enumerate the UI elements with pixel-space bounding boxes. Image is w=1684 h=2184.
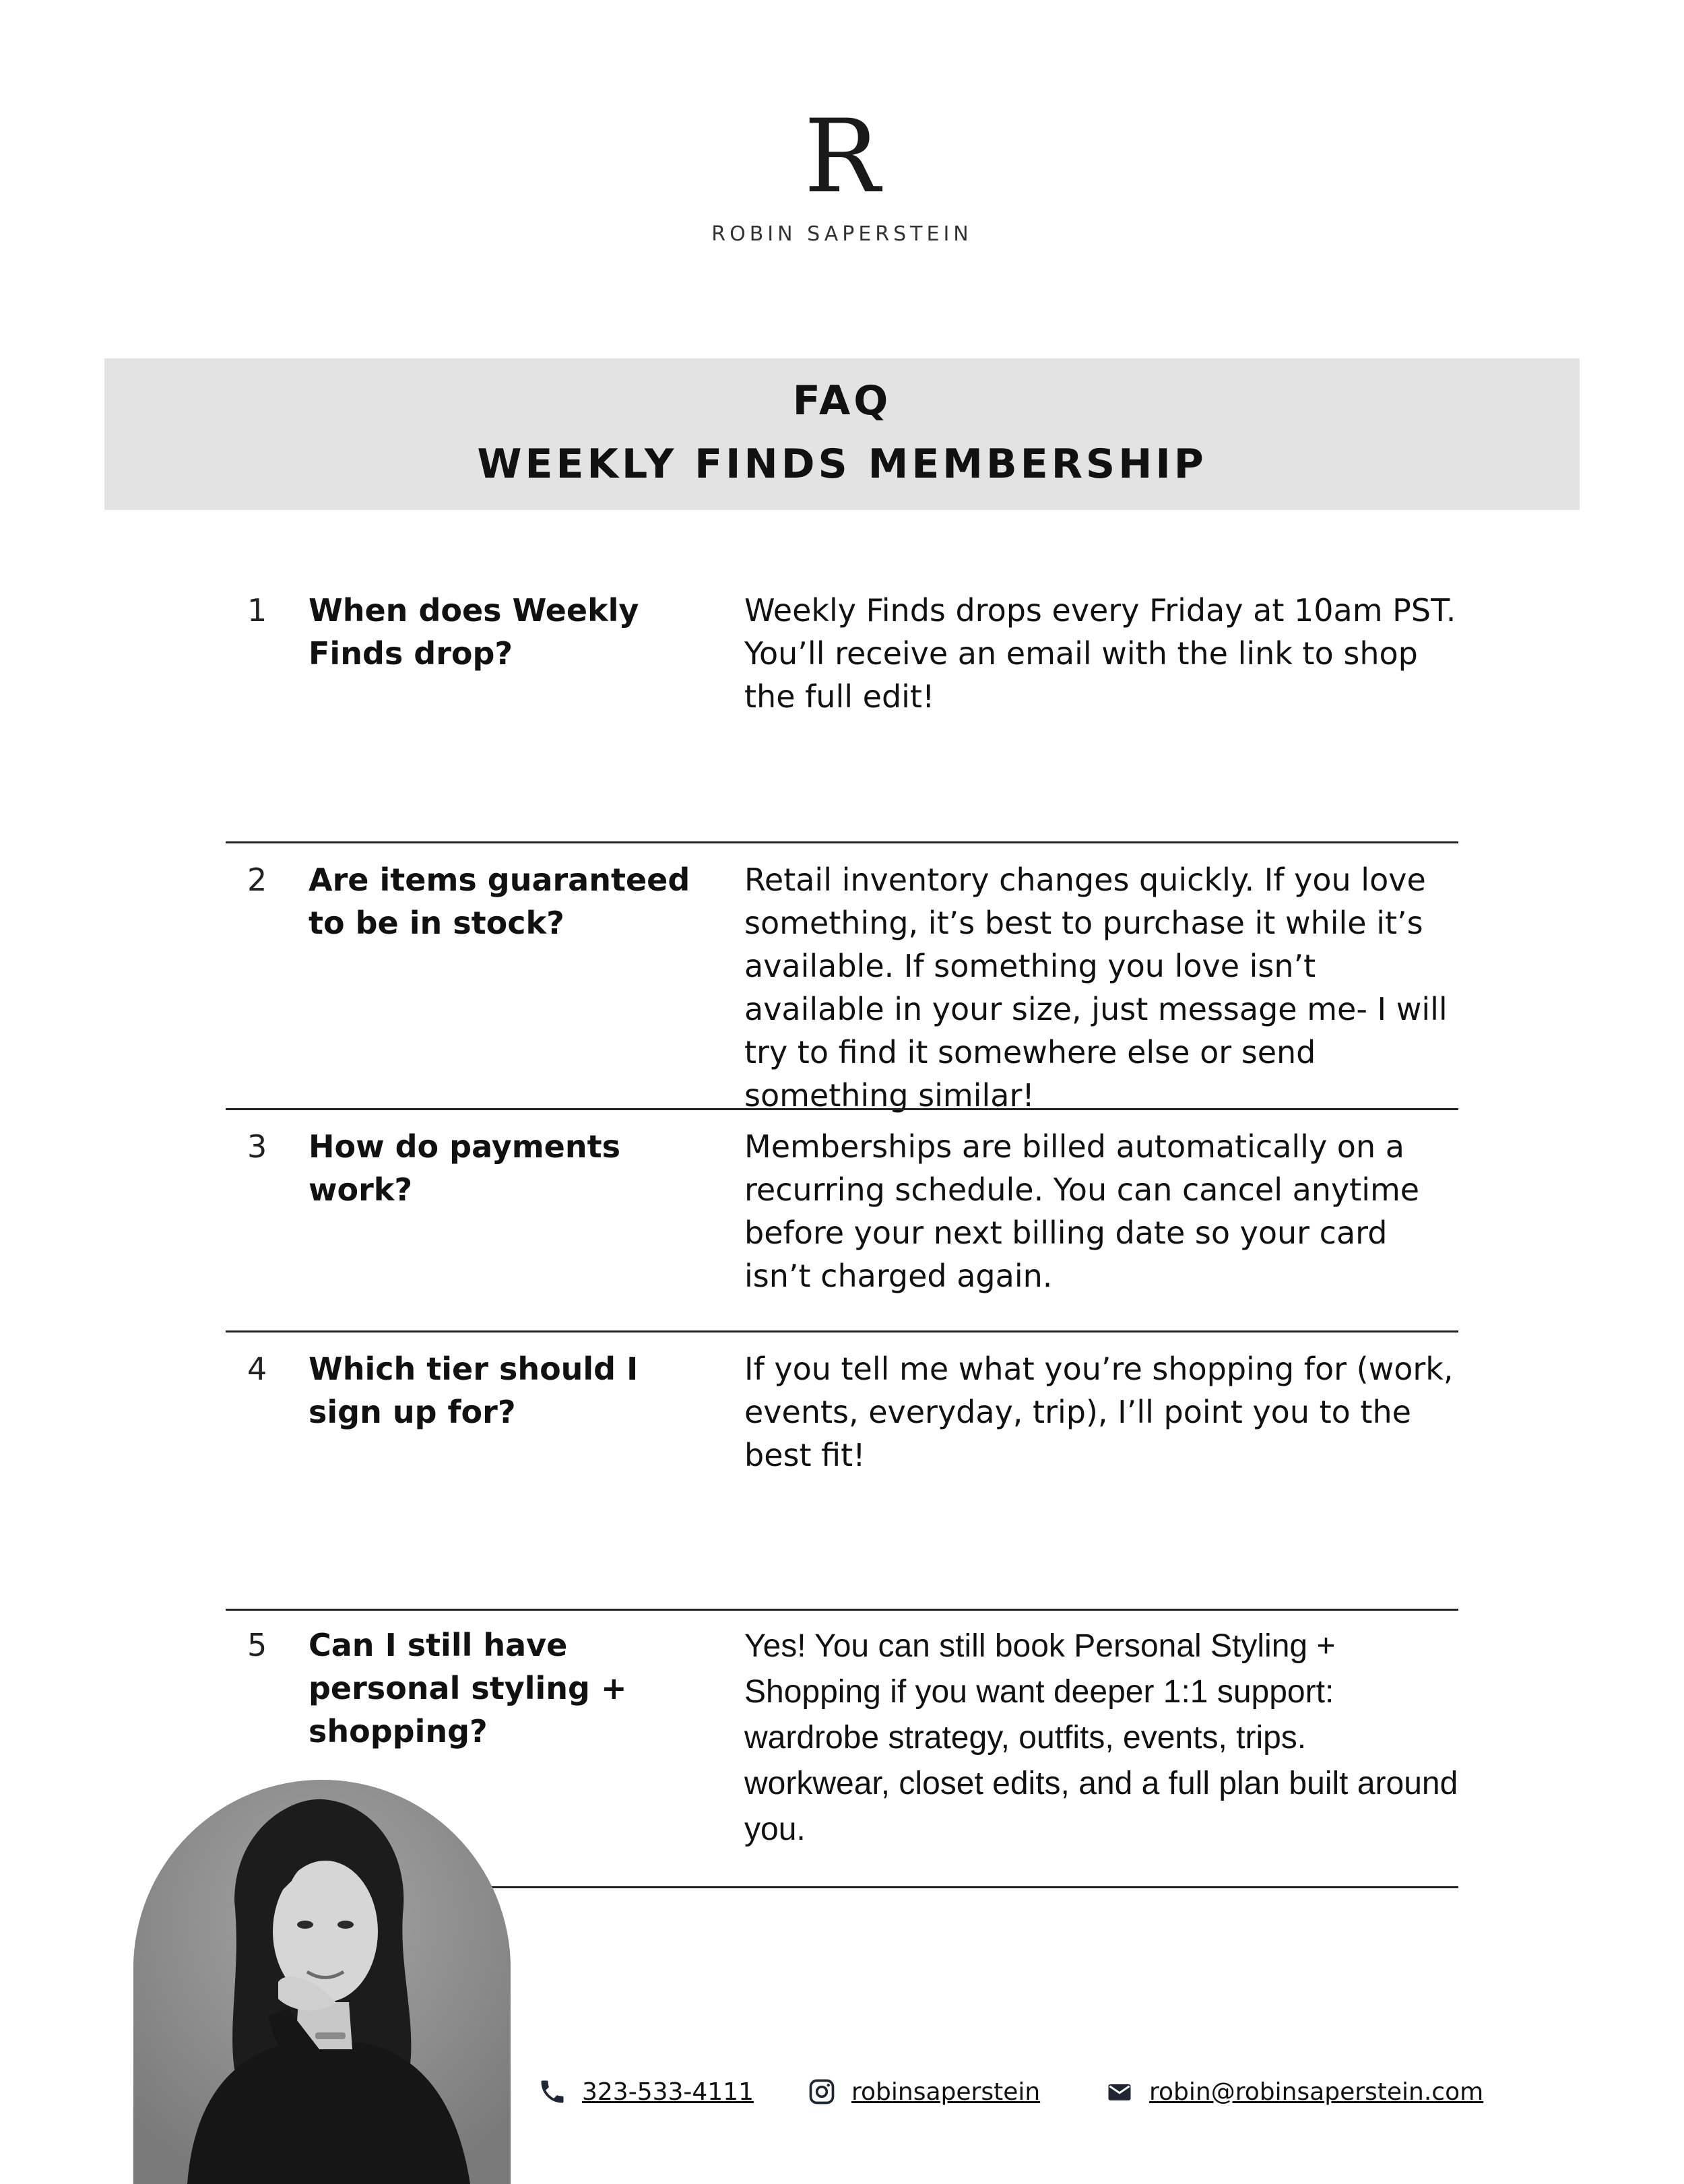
banner-title: FAQ: [792, 377, 892, 424]
faq-number: 4: [247, 1351, 267, 1387]
faq-answer: Memberships are billed automatically on a recurring schedule. You can cancel anytime before your next billing date so your card isn’t charged again.: [744, 1128, 1420, 1294]
faq-answer: Yes! You can still book Personal Styling + Shopping if you want deeper 1:1 support: wardrobe strategy, outfits, events, trips. workwear, closet edits, and a full plan built around you.: [744, 1628, 1458, 1847]
email-link[interactable]: robin@robinsaperstein.com: [1149, 2078, 1484, 2106]
faq-question: Are items guaranteed to be in stock?: [309, 862, 690, 941]
phone-icon: [538, 2077, 567, 2107]
logo: [0, 98, 1684, 216]
divider: [485, 1886, 1458, 1888]
phone-link[interactable]: 323-533-4111: [582, 2078, 754, 2106]
brand-name: ROBIN SAPERSTEIN: [711, 222, 973, 246]
divider: [226, 1609, 1458, 1611]
faq-number: 3: [247, 1128, 267, 1165]
portrait-illustration: [133, 1780, 511, 2184]
instagram-link[interactable]: robinsaperstein: [851, 2078, 1041, 2106]
email-contact[interactable]: [1105, 2071, 1483, 2112]
faq-question: When does Weekly Finds drop?: [309, 592, 639, 672]
faq-question: Can I still have personal styling + shopping?: [309, 1627, 627, 1749]
faq-question: Which tier should I sign up for?: [309, 1351, 639, 1430]
faq-number: 5: [247, 1627, 267, 1663]
contact-bar: [0, 2071, 1684, 2112]
portrait-photo: [133, 1780, 511, 2184]
faq-answer: Weekly Finds drops every Friday at 10am PST. You’ll receive an email with the link to shop the full edit!: [744, 592, 1456, 715]
faq-answer: If you tell me what you’re shopping for (work, events, everyday, trip), I’ll point you to the best fit!: [744, 1351, 1454, 1473]
banner-subtitle: WEEKLY FINDS MEMBERSHIP: [477, 441, 1207, 488]
phone-contact[interactable]: [538, 2071, 754, 2112]
logo-mark: R: [804, 98, 880, 216]
divider: [226, 1108, 1458, 1110]
faq-question: How do payments work?: [309, 1128, 620, 1208]
mail-icon: [1105, 2077, 1134, 2107]
faq-answer: Retail inventory changes quickly. If you love something, it’s best to purchase it while it’s available. If something you love isn’t available in your size, just message me- I will try to find it somewhere else or send something similar!: [744, 862, 1448, 1114]
divider: [226, 841, 1458, 843]
faq-number: 1: [247, 592, 267, 629]
title-banner: [104, 358, 1580, 510]
divider: [226, 1330, 1458, 1332]
instagram-contact[interactable]: [807, 2071, 1040, 2112]
instagram-icon: [807, 2077, 837, 2107]
faq-number: 2: [247, 862, 267, 898]
